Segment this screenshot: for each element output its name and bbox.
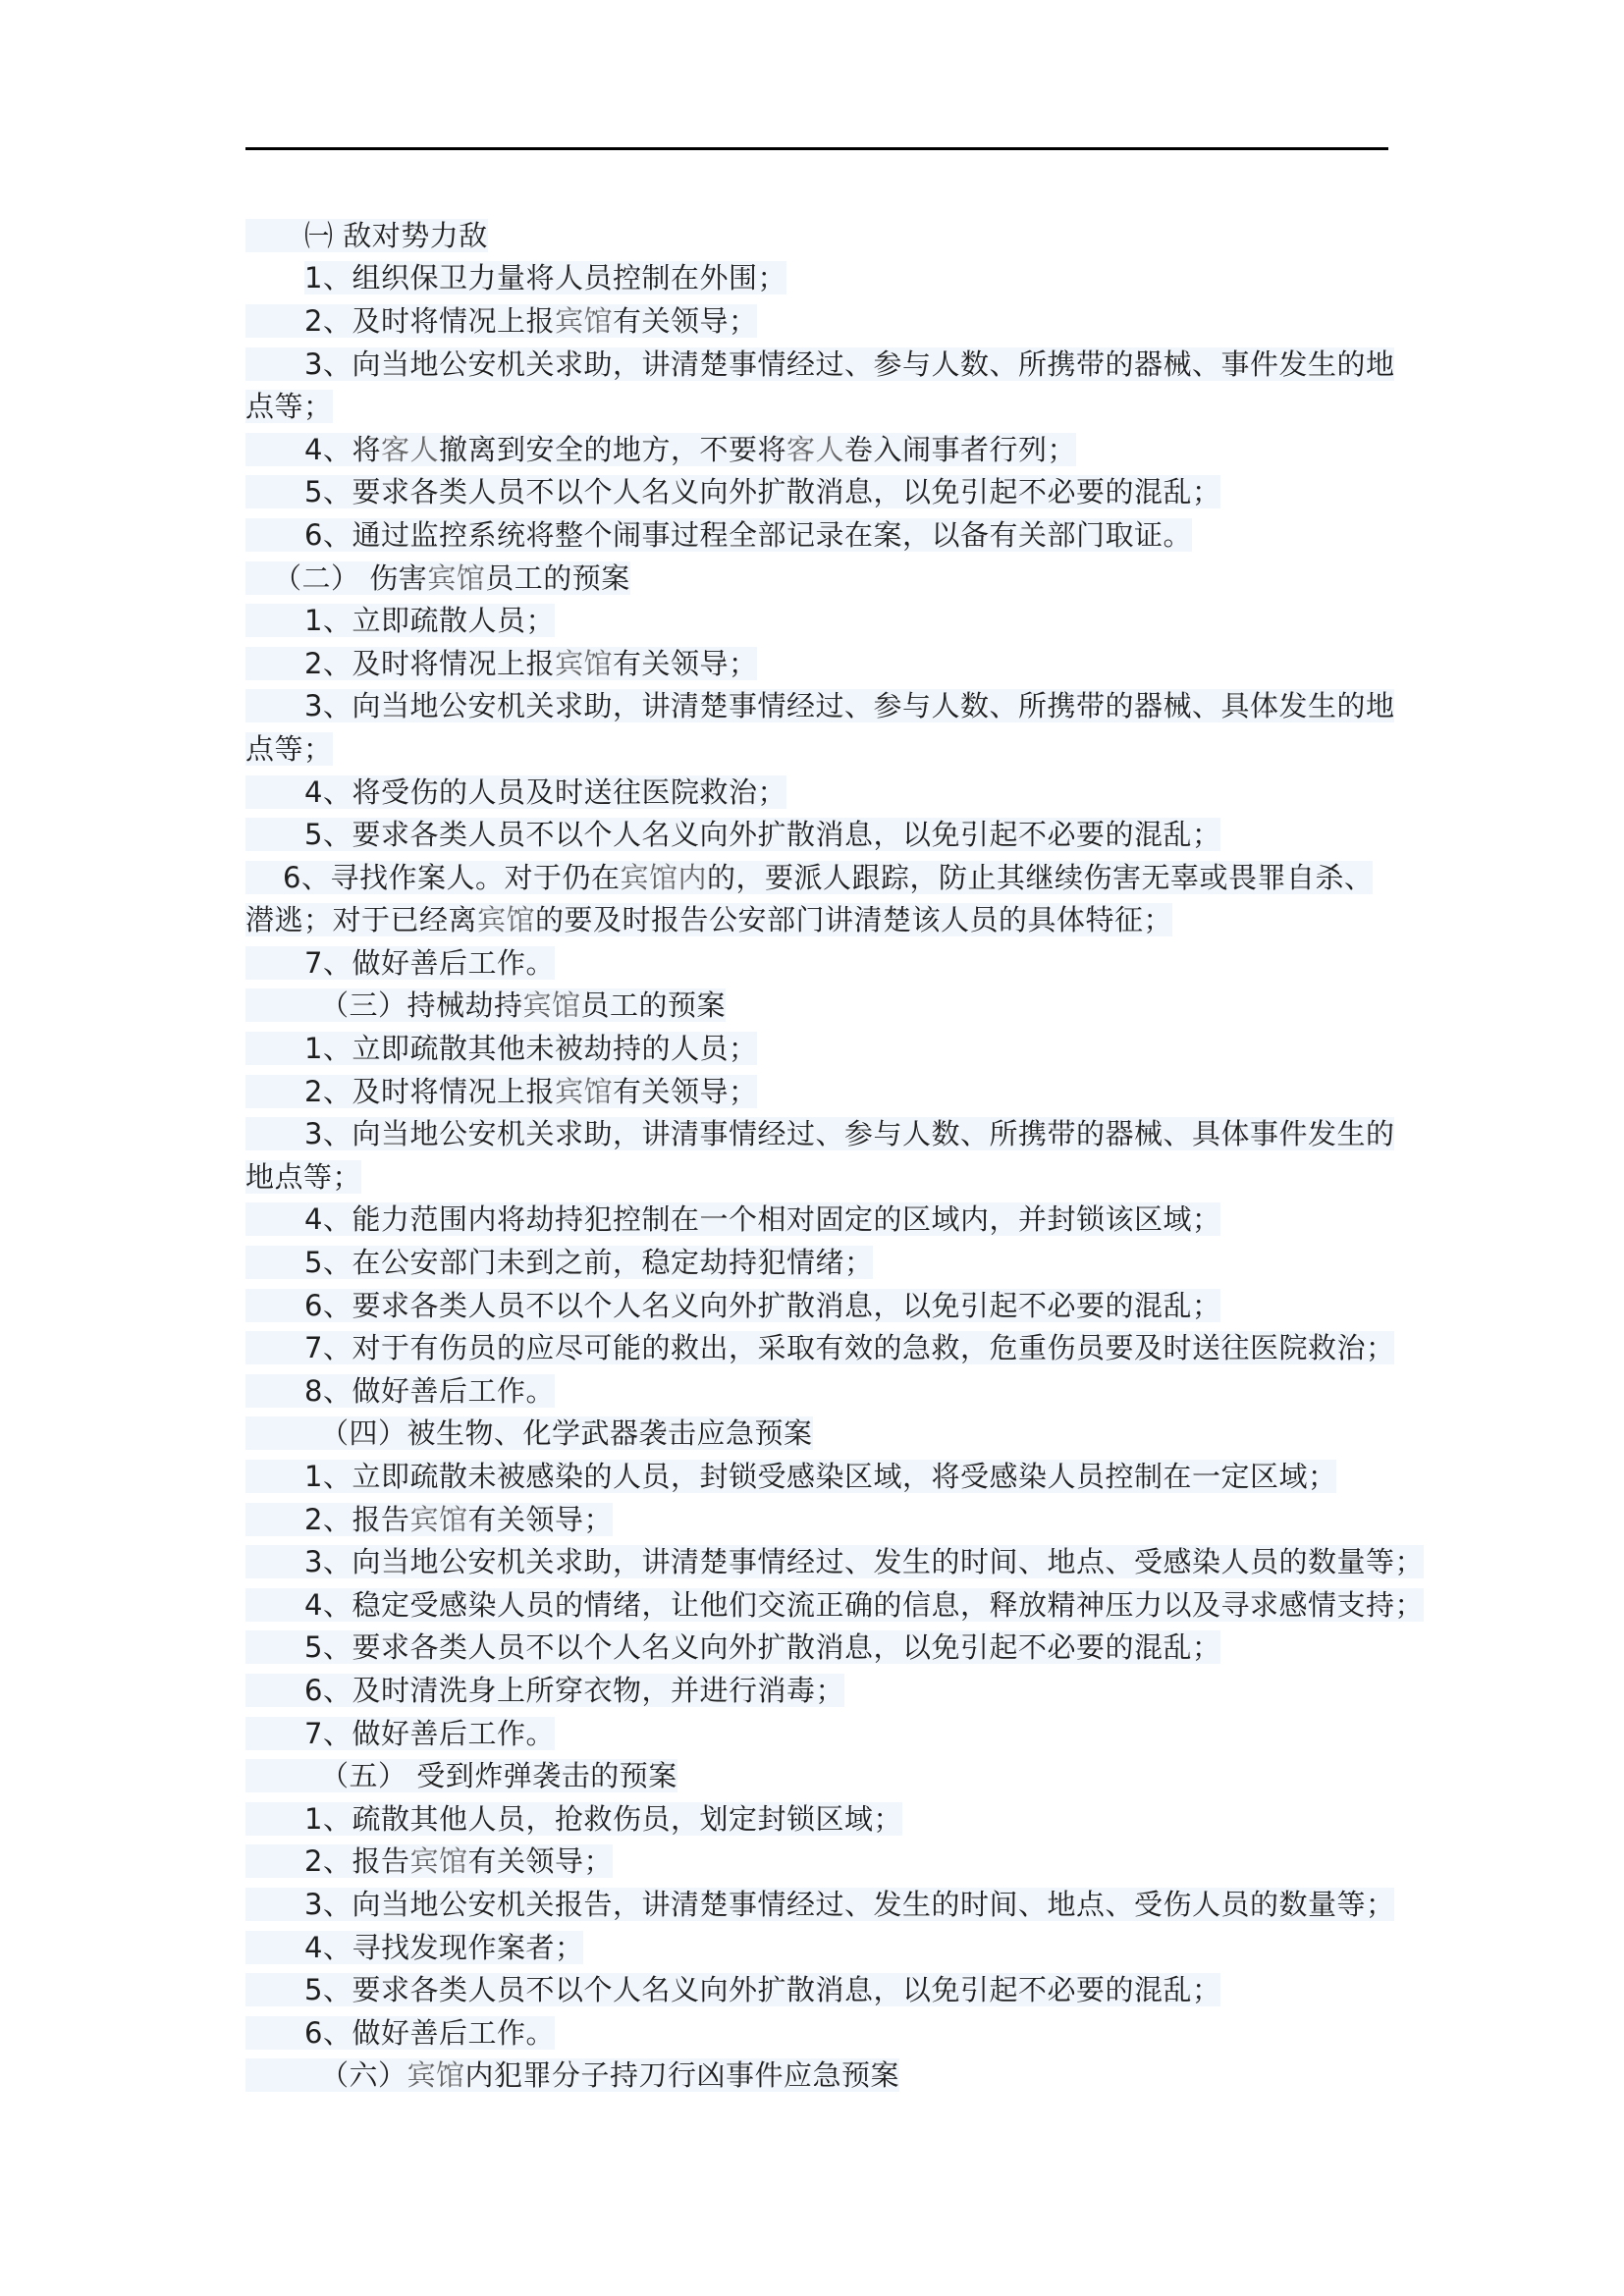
text-segment: 有关领导；: [467, 1844, 613, 1879]
paragraph-line: [245, 1241, 1404, 1284]
text-highlight: [245, 561, 630, 595]
paragraph-line: [245, 1455, 1404, 1498]
paragraph-line: [245, 1284, 1404, 1327]
text-highlight: [245, 1545, 1424, 1578]
paragraph-line: [245, 1712, 1404, 1755]
text-segment: 3、向当地公安机关报告，讲清楚事情经过、发生的时间、地点、受伤人员的数量等；: [304, 1887, 1395, 1921]
text-highlight: [245, 1460, 1336, 1493]
text-segment: 宾馆: [427, 561, 486, 595]
text-highlight: [245, 689, 1394, 722]
text-segment: 7、做好善后工作。: [304, 1716, 555, 1750]
text-segment: 4、能力范围内将劫持犯控制在一个相对固定的区域内，并封锁该区域；: [304, 1202, 1221, 1237]
paragraph-line: [245, 727, 1404, 771]
text-highlight: [245, 1374, 555, 1408]
text-highlight: [245, 1888, 1394, 1921]
text-segment: 宾馆: [406, 2058, 465, 2093]
text-highlight: [245, 1630, 1220, 1664]
text-highlight: [245, 1973, 1220, 2006]
text-segment: （六）: [320, 2058, 407, 2093]
text-segment: 1、立即疏散其他未被劫持的人员；: [304, 1032, 758, 1066]
text-segment: 6、做好善后工作。: [304, 2015, 555, 2050]
section-heading: [245, 1754, 1404, 1797]
text-highlight: [245, 647, 757, 680]
text-highlight: [245, 1331, 1394, 1364]
text-segment: 5、在公安部门未到之前，稳定劫持犯情绪；: [304, 1246, 874, 1280]
text-highlight: [245, 1032, 757, 1065]
paragraph-line: [245, 1199, 1404, 1242]
paragraph-line: [245, 1841, 1404, 1884]
text-highlight: [245, 433, 1076, 466]
text-segment: 3、向当地公安机关求助，讲清事情经过、参与人数、所携带的器械、具体事件发生的: [304, 1117, 1395, 1151]
text-segment: 2、及时将情况上报: [304, 303, 555, 338]
text-highlight: [245, 775, 786, 809]
text-segment: 1、组织保卫力量将人员控制在外围；: [304, 261, 786, 295]
text-segment: 2、报告: [304, 1502, 410, 1536]
text-segment: 6、要求各类人员不以个人名义向外扩散消息，以免引起不必要的混乱；: [304, 1288, 1221, 1322]
text-segment: 客人: [380, 432, 439, 466]
text-segment: 1、疏散其他人员，抢救伤员，划定封锁区域；: [304, 1801, 902, 1836]
text-segment: 2、报告: [304, 1844, 410, 1879]
text-segment: 宾馆: [409, 1502, 468, 1536]
paragraph-line: [245, 1070, 1404, 1113]
text-highlight: [245, 1931, 583, 1964]
paragraph-line: [245, 1926, 1404, 1969]
text-segment: 4、将受伤的人员及时送往医院救治；: [304, 774, 786, 809]
text-segment: 的，要派人跟踪，防止其继续伤害无辜或畏罪自杀、: [706, 860, 1374, 894]
section-heading: [245, 557, 1404, 600]
text-segment: 宾馆: [477, 903, 536, 937]
paragraph-line: [245, 1627, 1404, 1670]
paragraph-line: [245, 2011, 1404, 2055]
text-segment: 1、立即疏散未被感染的人员，封锁受感染区域，将受感染人员控制在一定区域；: [304, 1460, 1337, 1494]
text-segment: 5、要求各类人员不以个人名义向外扩散消息，以免引起不必要的混乱；: [304, 1630, 1221, 1665]
paragraph-line: [245, 1027, 1404, 1070]
text-segment: 1、立即疏散人员；: [304, 604, 555, 638]
text-segment: 员工的预案: [580, 988, 727, 1023]
text-segment: 7、做好善后工作。: [304, 945, 555, 980]
section-heading: [245, 985, 1404, 1028]
text-highlight: [245, 1246, 873, 1279]
text-highlight: [245, 347, 1394, 381]
text-highlight: [245, 1588, 1424, 1622]
text-segment: 员工的预案: [485, 561, 630, 595]
text-segment: 卷入闹事者行列；: [844, 432, 1077, 466]
text-segment: 宾馆: [554, 1074, 613, 1108]
text-highlight: [245, 604, 555, 637]
section-heading: [245, 214, 1404, 257]
document-body: [245, 214, 1424, 2097]
text-highlight: [245, 988, 726, 1022]
paragraph-line: [245, 513, 1404, 557]
text-highlight: [245, 390, 333, 423]
text-segment: 潜逃；对于已经离: [245, 903, 478, 937]
text-segment: 内犯罪分子持刀行凶事件应急预案: [464, 2058, 900, 2093]
text-segment: 5、要求各类人员不以个人名义向外扩散消息，以免引起不必要的混乱；: [304, 818, 1221, 852]
text-segment: 3、向当地公安机关求助，讲清楚事情经过、参与人数、所携带的器械、事件发生的地: [304, 347, 1395, 381]
text-segment: 8、做好善后工作。: [304, 1373, 555, 1408]
paragraph-line: [245, 599, 1404, 642]
text-segment: 6、通过监控系统将整个闹事过程全部记录在案，以备有关部门取证。: [304, 517, 1192, 552]
text-highlight: [245, 1674, 844, 1707]
paragraph-line: [245, 1583, 1424, 1627]
text-segment: 宾馆: [554, 303, 613, 338]
text-segment: 7、对于有伤员的应尽可能的救出，采取有效的急救，危重伤员要及时送往医院救治；: [304, 1331, 1395, 1365]
text-segment: 5、要求各类人员不以个人名义向外扩散消息，以免引起不必要的混乱；: [304, 1973, 1221, 2007]
paragraph-line: [245, 385, 1404, 428]
text-highlight: [245, 475, 1220, 508]
paragraph-line: [245, 642, 1404, 685]
section-heading: [245, 1413, 1404, 1456]
paragraph-line: [245, 428, 1404, 471]
text-highlight: [245, 1202, 1220, 1236]
paragraph-line: [245, 1498, 1404, 1541]
text-segment: 6、及时清洗身上所穿衣物，并进行消毒；: [304, 1673, 844, 1707]
text-segment: （四）被生物、化学武器袭击应急预案: [320, 1416, 813, 1451]
text-segment: 宾馆: [409, 1844, 468, 1879]
text-highlight: [245, 903, 1172, 936]
text-highlight: [245, 946, 555, 980]
text-highlight: [245, 304, 757, 338]
text-highlight: [245, 818, 1220, 851]
text-segment: 有关领导；: [612, 303, 758, 338]
paragraph-line: [245, 471, 1404, 514]
text-highlight: [245, 1717, 555, 1750]
text-highlight: [245, 861, 1373, 894]
paragraph-line: [245, 1883, 1404, 1926]
text-highlight: [245, 219, 488, 252]
paragraph-line: [245, 1669, 1404, 1712]
text-segment: 宾馆: [522, 988, 581, 1023]
paragraph-line: [245, 813, 1404, 856]
paragraph-line: [245, 856, 1404, 899]
text-segment: 3、向当地公安机关求助，讲清楚事情经过、参与人数、所携带的器械、具体发生的地: [304, 689, 1395, 723]
paragraph-line: [245, 1797, 1404, 1841]
text-highlight: [245, 1289, 1220, 1322]
text-segment: 4、稳定受感染人员的情绪，让他们交流正确的信息，释放精神压力以及寻求感情支持；: [304, 1587, 1424, 1622]
header-rule: [245, 147, 1388, 150]
text-segment: 的要及时报告公安部门讲清楚该人员的具体特征；: [535, 903, 1173, 937]
text-segment: 宾馆内: [620, 860, 707, 894]
paragraph-line: [245, 899, 1404, 942]
text-segment: 宾馆: [554, 646, 613, 680]
text-highlight: [245, 518, 1192, 552]
text-segment: 3、向当地公安机关求助，讲清楚事情经过、发生的时间、地点、受感染人员的数量等；: [304, 1545, 1424, 1579]
paragraph-line: [245, 771, 1404, 814]
text-segment: 撤离到安全的地方，不要将: [438, 432, 786, 466]
text-highlight: [245, 2058, 899, 2092]
text-highlight: [245, 1160, 361, 1194]
text-segment: 有关领导；: [612, 646, 758, 680]
paragraph-line: [245, 1155, 1404, 1199]
text-highlight: [245, 1416, 813, 1450]
text-segment: （三）持械劫持: [320, 988, 523, 1023]
paragraph-line: [245, 1326, 1404, 1369]
text-segment: 地点等；: [245, 1159, 362, 1194]
paragraph-line: [245, 685, 1404, 728]
paragraph-line: [245, 299, 1404, 343]
text-highlight: [245, 1802, 902, 1836]
text-highlight: [245, 1844, 613, 1878]
text-segment: 4、将: [304, 432, 381, 466]
text-segment: 点等；: [245, 390, 333, 424]
text-highlight: [245, 1075, 757, 1108]
text-segment: ㈠ 敌对势力敌: [304, 218, 488, 252]
text-segment: 6、寻找作案人。对于仍在: [283, 860, 621, 894]
text-segment: （五） 受到炸弹袭击的预案: [320, 1759, 677, 1793]
text-highlight: [245, 1759, 677, 1792]
text-segment: 有关领导；: [467, 1502, 613, 1536]
text-highlight: [245, 1117, 1394, 1150]
text-highlight: [245, 2016, 555, 2050]
section-heading: [245, 2055, 1404, 2098]
paragraph-line: [245, 1540, 1424, 1583]
text-segment: 客人: [785, 432, 844, 466]
text-segment: 有关领导；: [612, 1074, 758, 1108]
text-segment: 2、及时将情况上报: [304, 1074, 555, 1108]
paragraph-line: [245, 1112, 1404, 1155]
paragraph-line: [245, 1968, 1404, 2011]
paragraph-line: [245, 343, 1404, 386]
text-segment: 2、及时将情况上报: [304, 646, 555, 680]
paragraph-line: [245, 257, 1404, 300]
text-segment: 5、要求各类人员不以个人名义向外扩散消息，以免引起不必要的混乱；: [304, 475, 1221, 509]
text-segment: 点等；: [245, 731, 333, 766]
text-segment: 4、寻找发现作案者；: [304, 1930, 584, 1964]
text-highlight: [245, 1503, 613, 1536]
text-highlight: [245, 732, 333, 766]
text-highlight: [304, 261, 786, 294]
paragraph-line: [245, 1369, 1404, 1413]
paragraph-line: [245, 941, 1404, 985]
text-segment: （二） 伤害: [273, 561, 428, 595]
